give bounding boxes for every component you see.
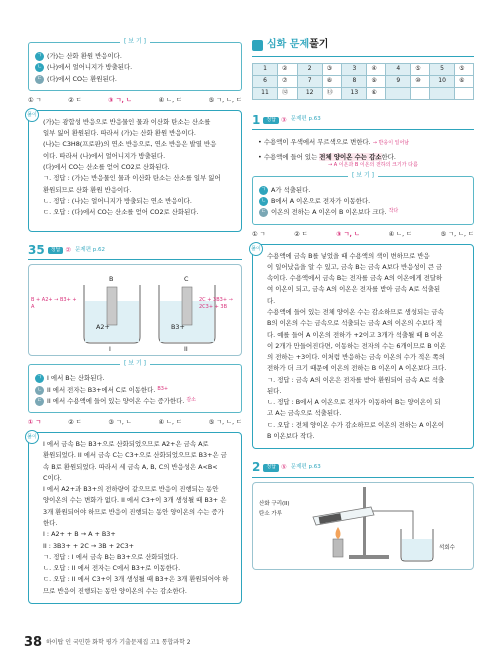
choice-1-selected[interactable]: ① ㄱ	[28, 419, 42, 427]
choice-2[interactable]: ② ㄷ	[68, 96, 82, 104]
page-reference: 문제편 p.63	[290, 464, 321, 471]
reaction-note-right: 2C + 3B3+ → 2C3+ + 3B	[199, 297, 233, 311]
apparatus-label-2: 탄소 가루	[259, 510, 283, 517]
bogi-item-text: II 에서 수용액에 들어 있는 양이온 수는 증가한다.	[47, 396, 185, 405]
correction-note: 작다	[388, 208, 399, 215]
solution-line: B 이온보다 작다.	[267, 432, 315, 441]
section-marker-icon	[252, 40, 263, 51]
bullet-item: • 수용액에 들어 있는 전체 양이온 수는 감소한다.	[258, 153, 396, 162]
solution-line: 속이다. 수용액에서 금속 B는 전자를 금속 A의 이온에게 전달하	[267, 274, 443, 283]
section-title-suffix: 풀기	[309, 39, 329, 50]
divider	[252, 477, 474, 478]
bogi-item-text: II 에서 전자는 B3+에서 C로 이동한다.	[47, 385, 156, 394]
check-icon: ㄱ	[36, 53, 43, 59]
bogi-item	[259, 208, 467, 217]
solution-box-2	[28, 432, 242, 604]
bogi-item-text: (나)에서 얼어니지가 방출된다.	[47, 63, 133, 72]
solution-line: 일부 잃어 환원된다. 따라서 (가)는 산화 환원 반응이다.	[43, 129, 196, 138]
solution-line: I 에서 금속 B는 B3+으로 산화되었으므로 A2+은 금속 A로	[43, 440, 209, 449]
grid-num: 8	[342, 75, 367, 87]
bogi-item	[35, 52, 235, 61]
beaker-number-right: II	[184, 345, 188, 354]
grid-answer: ⑥	[367, 87, 386, 99]
question-header-35	[28, 242, 242, 259]
solution-line: 의 전하는 +3이다. 이처럼 반응하는 금속 이온의 수가 적은 쪽의	[267, 353, 445, 362]
page-reference: 문제편 p.62	[75, 246, 106, 253]
grid-answer: ⑤	[455, 63, 474, 75]
solution-box-1	[28, 110, 242, 232]
choice-1[interactable]: ① ㄱ	[252, 230, 266, 238]
bogi-item	[259, 197, 467, 206]
grid-row	[253, 75, 474, 87]
check-icon: ㄴ	[36, 64, 43, 71]
bogi-item-text: (가)는 산화 환원 반응이다.	[47, 52, 122, 60]
choice-3[interactable]: ③ ㄱ, ㄴ	[108, 419, 132, 427]
bullet-text: 수용액이 우색에서 무르색으로 변한다.	[263, 137, 371, 146]
solution-line: 이다. 따라서 (나)에서 얼어니지가 방출된다.	[43, 151, 166, 160]
apparatus-label-3: 석회수	[439, 544, 455, 551]
beaker-number-left: I	[109, 345, 111, 354]
question-number: 35	[28, 242, 45, 257]
grid-num: 6	[253, 75, 278, 87]
choice-4[interactable]: ④ ㄴ, ㄷ	[388, 230, 413, 238]
bullet-item: • 수용액이 우색에서 무르색으로 변한다. → 반응이 일어남	[258, 137, 410, 146]
divider	[28, 259, 242, 260]
apparatus-diagram	[253, 483, 473, 567]
grid-answer: ⑧	[322, 75, 342, 87]
solution-line: ㄱ. 정답 : 금속 A의 이온은 전자를 받아 환원되어 금속 A로 석출	[267, 375, 445, 384]
grid-answer: ⑥	[455, 75, 474, 87]
bogi-item-text: B에서 A 이온으로 전자가 이동한다.	[271, 196, 371, 205]
choice-3-selected[interactable]: ③ ㄱ, ㄴ	[108, 96, 133, 104]
bogi-item	[35, 397, 235, 406]
solution-line: 므로 반응이 진행되는 동안 양이온의 수는 감소한다.	[43, 586, 187, 595]
bogi-title: [ 보 기 ]	[120, 360, 150, 369]
metal-label-left: B	[109, 275, 114, 284]
answer-badge: 정답	[263, 464, 279, 471]
equation-line: I : A2+ + B → A + B3+	[43, 530, 116, 539]
solution-line: I 에서 A2+과 B3+의 전하량이 같으므로 반응이 진행되는 동안	[43, 485, 219, 494]
solution-line: (나)는 C3H8(프로판)의 연소 반응으로, 연소 반응은 발열 반응	[43, 140, 217, 149]
solution-line: ㄴ. 정답 : (나)는 얼어니지가 방출되는 연소 반응이다.	[43, 196, 192, 205]
solution-line: 3개 환원되어야 하므로 반응이 진행되는 동안 양이온의 수는 증가	[43, 507, 224, 516]
answer-badge: 정답	[263, 117, 279, 124]
left-column	[28, 38, 242, 604]
bogi-item	[35, 386, 235, 395]
solution-line: B의 이온의 수는 금속으로 석출되는 금속 A의 이온의 수보다 적	[267, 319, 443, 328]
solution-box-3	[252, 244, 474, 450]
solution-line: (가)는 광합성 반응으로 반응물인 물과 이산화 탄소는 산소를	[43, 117, 211, 126]
solution-line: ㄷ. 오답 : 전체 양이온 수가 감소하므로 이온의 전하는 A 이온이	[267, 420, 445, 429]
figure-beakers	[28, 264, 242, 356]
q1-bullets	[258, 138, 474, 170]
answer-value: ②	[65, 245, 72, 254]
choice-1[interactable]: ① ㄱ	[28, 96, 42, 104]
solution-line: 한다.	[43, 519, 58, 528]
check-icon: ㄴ	[260, 197, 267, 204]
question-number: 2	[252, 460, 261, 475]
bogi-item	[259, 186, 467, 195]
grid-answer	[455, 87, 474, 99]
question-number: 1	[252, 112, 261, 127]
grid-answer	[411, 87, 430, 99]
section-title: 심화 문제	[267, 39, 310, 50]
bullet-highlight: 전체 양이온 수는 감소	[319, 153, 382, 162]
section-header	[252, 38, 474, 53]
wrong-icon: ㄷ	[36, 75, 43, 82]
answer-grid	[252, 63, 474, 100]
grid-num	[386, 87, 411, 99]
solution-line: 된다.	[267, 386, 282, 395]
grid-num: 1	[253, 63, 278, 75]
grid-row	[253, 87, 474, 99]
ion-label-right: B3+	[171, 323, 185, 332]
equation-line: II : 3B3+ + 2C → 3B + 2C3+	[43, 541, 135, 550]
bogi-box-2	[28, 360, 242, 413]
bogi-item	[35, 75, 235, 84]
question-header-1	[252, 112, 474, 129]
bogi-item-text: I 에서 B는 산화된다.	[47, 374, 105, 383]
grid-answer: ⑨	[367, 75, 386, 87]
check-icon: ㄱ	[260, 186, 267, 193]
page-number: 38	[24, 635, 43, 650]
solution-line: 다. 예를 들어 A 이온의 전하가 +2이고 3개가 석출될 때 B 이온	[267, 330, 444, 339]
solution-line: 속 B로 환원되었다. 따라서 세 금속 A, B, C의 반응성은 A<B<	[43, 462, 218, 471]
solution-line: 양이온의 수는 변화가 없다. II 에서 C3+이 3개 생성될 때 B3+ 은	[43, 496, 227, 505]
answer-choices	[28, 97, 242, 106]
solution-line: 이 2개가 만들어진다면, 이동하는 전자의 수는 6개이므로 B 이온	[267, 341, 446, 350]
solution-tag: 풀이	[249, 242, 263, 256]
grid-num: 5	[430, 63, 455, 75]
bogi-title: [ 보 기 ]	[120, 38, 150, 47]
bogi-item-text: A가 석출된다.	[271, 185, 311, 194]
bullet-text: 한다.	[381, 153, 396, 162]
answer-badge: 정답	[48, 247, 64, 254]
figure-apparatus	[252, 482, 474, 570]
grid-answer: ④	[367, 63, 386, 75]
check-icon: ㄱ	[36, 375, 43, 382]
grid-answer: ③	[322, 63, 342, 75]
solution-line: ㄷ. 오답 : II 에서 C3+이 3개 생성될 때 B3+은 3개 환원되어야 하	[43, 575, 229, 584]
bogi-box-1	[28, 38, 242, 91]
bullet-text: 수용액에 들어 있는	[263, 153, 320, 162]
wrong-icon: ㄷ	[260, 209, 267, 216]
grid-answer: ⑦	[278, 75, 298, 87]
choice-3-selected[interactable]: ③ ㄱ, ㄴ	[336, 230, 361, 238]
solution-line: 고 A는 금속으로 석출된다.	[267, 409, 342, 418]
grid-num: 4	[386, 63, 411, 75]
footer-text: 하이탑 인 국민한 화학 평가 기출문제집 고1 통합과학 2	[46, 639, 191, 646]
divider	[252, 56, 474, 57]
apparatus-label-1: 산화 구리(II)	[259, 500, 290, 507]
grid-answer: ⑬	[322, 87, 342, 99]
question-header-2	[252, 459, 474, 476]
bogi-item	[35, 63, 235, 72]
solution-line: ㄷ. 오답 : (다)에서 CO는 산소를 얻어 CO2로 산화된다.	[43, 208, 199, 217]
grid-answer: ⑩	[411, 75, 430, 87]
bullet-note: → 반응이 일어남	[372, 139, 410, 146]
choice-2[interactable]: ② ㄷ	[294, 230, 308, 238]
solution-line: 수용액에 들어 있는 전체 양이온 수는 감소하므로 생성되는 금속	[267, 307, 444, 316]
grid-num	[430, 87, 455, 99]
grid-answer: ⑤	[411, 63, 430, 75]
grid-answer: ②	[278, 63, 298, 75]
grid-num: 11	[253, 87, 278, 99]
wrong-icon: ㄷ	[36, 397, 43, 404]
solution-line: 다.	[267, 296, 276, 305]
solution-line: (다)에서 CO는 산소를 얻어 CO2로 산화된다.	[43, 162, 170, 171]
solution-line: C이다.	[43, 473, 62, 482]
metal-label-right: C	[184, 275, 189, 284]
solution-line: 전하가 더 크기 때문에 이온의 전하는 B 이온이 A 이온보다 크다.	[267, 364, 447, 373]
ion-label-left: A2+	[96, 323, 110, 332]
choice-4[interactable]: ④ ㄴ, ㄷ	[158, 96, 183, 104]
choice-2[interactable]: ② ㄷ	[68, 419, 82, 427]
grid-num: 9	[386, 75, 411, 87]
bogi-item	[35, 374, 235, 383]
solution-line: 환원되었다. II 에서 금속 C는 C3+으로 산화되었으므로 B3+은 금	[43, 451, 227, 460]
grid-num: 12	[297, 87, 322, 99]
page-reference: 문제편 p.63	[290, 116, 321, 123]
solution-line: ㄴ. 정답 : B에서 A 이온으로 전자가 이동하여 B는 양이온이 되	[267, 398, 441, 407]
answer-choices	[28, 419, 242, 428]
reaction-note-left: B + A2+ → B3+ + A	[31, 297, 77, 311]
answer-value: ⑤	[281, 463, 287, 472]
bogi-box-3	[252, 171, 474, 225]
choice-5[interactable]: ⑤ ㄱ, ㄴ, ㄷ	[208, 419, 242, 427]
correction-note: B3+	[157, 385, 169, 392]
solution-line: 여 이온이 되고, 금속 A의 이온은 전자를 받아 금속 A로 석출된	[267, 285, 441, 294]
grid-answer: ⑫	[278, 87, 298, 99]
grid-num: 10	[430, 75, 455, 87]
choice-5[interactable]: ⑤ ㄱ, ㄴ, ㄷ	[440, 230, 474, 238]
answer-choices	[252, 231, 474, 240]
solution-tag: 풀이	[25, 108, 39, 122]
answer-value: ③	[281, 115, 287, 124]
divider	[252, 129, 474, 130]
correction-note: 감소	[186, 396, 196, 403]
grid-num: 13	[342, 87, 367, 99]
bogi-title: [ 보 기 ]	[348, 172, 378, 181]
grid-num: 7	[297, 75, 322, 87]
solution-line: ㄱ. 정답 : (가)는 반응물인 물과 이산화 탄소는 산소를 일부 잃어	[43, 174, 221, 183]
solution-line: 환원되므로 산화 환원 반응이다.	[43, 185, 132, 194]
choice-5[interactable]: ⑤ ㄱ, ㄴ, ㄷ	[208, 96, 242, 104]
wrong-icon: ㄴ	[36, 386, 43, 393]
right-column	[252, 38, 474, 570]
bullet-note: → A 이온과 B 이온의 전하의 크기가 다름	[328, 162, 418, 169]
bogi-item-text: (다)에서 CO는 환원된다.	[47, 74, 117, 83]
solution-line: ㄴ. 오답 : II 에서 전자는 C에서 B3+로 이동한다.	[43, 564, 181, 573]
solution-line: 수용액에 금속 B를 넣었을 때 수용액의 색이 변하므로 반응	[267, 251, 430, 260]
grid-num: 3	[342, 63, 367, 75]
grid-row	[253, 63, 474, 75]
solution-line: ㄱ. 정답 : I 에서 금속 B는 B3+으로 산화되었다.	[43, 552, 179, 561]
solution-line: 이 일어났음을 알 수 있고, 금속 B는 금속 A보다 반응성이 큰 금	[267, 262, 443, 271]
solution-tag: 풀이	[25, 430, 39, 444]
bogi-item-text: 이온의 전하는 A 이온이 B 이온보다 크다.	[271, 208, 387, 217]
choice-4[interactable]: ④ ㄴ, ㄷ	[158, 419, 182, 427]
grid-num: 2	[297, 63, 322, 75]
